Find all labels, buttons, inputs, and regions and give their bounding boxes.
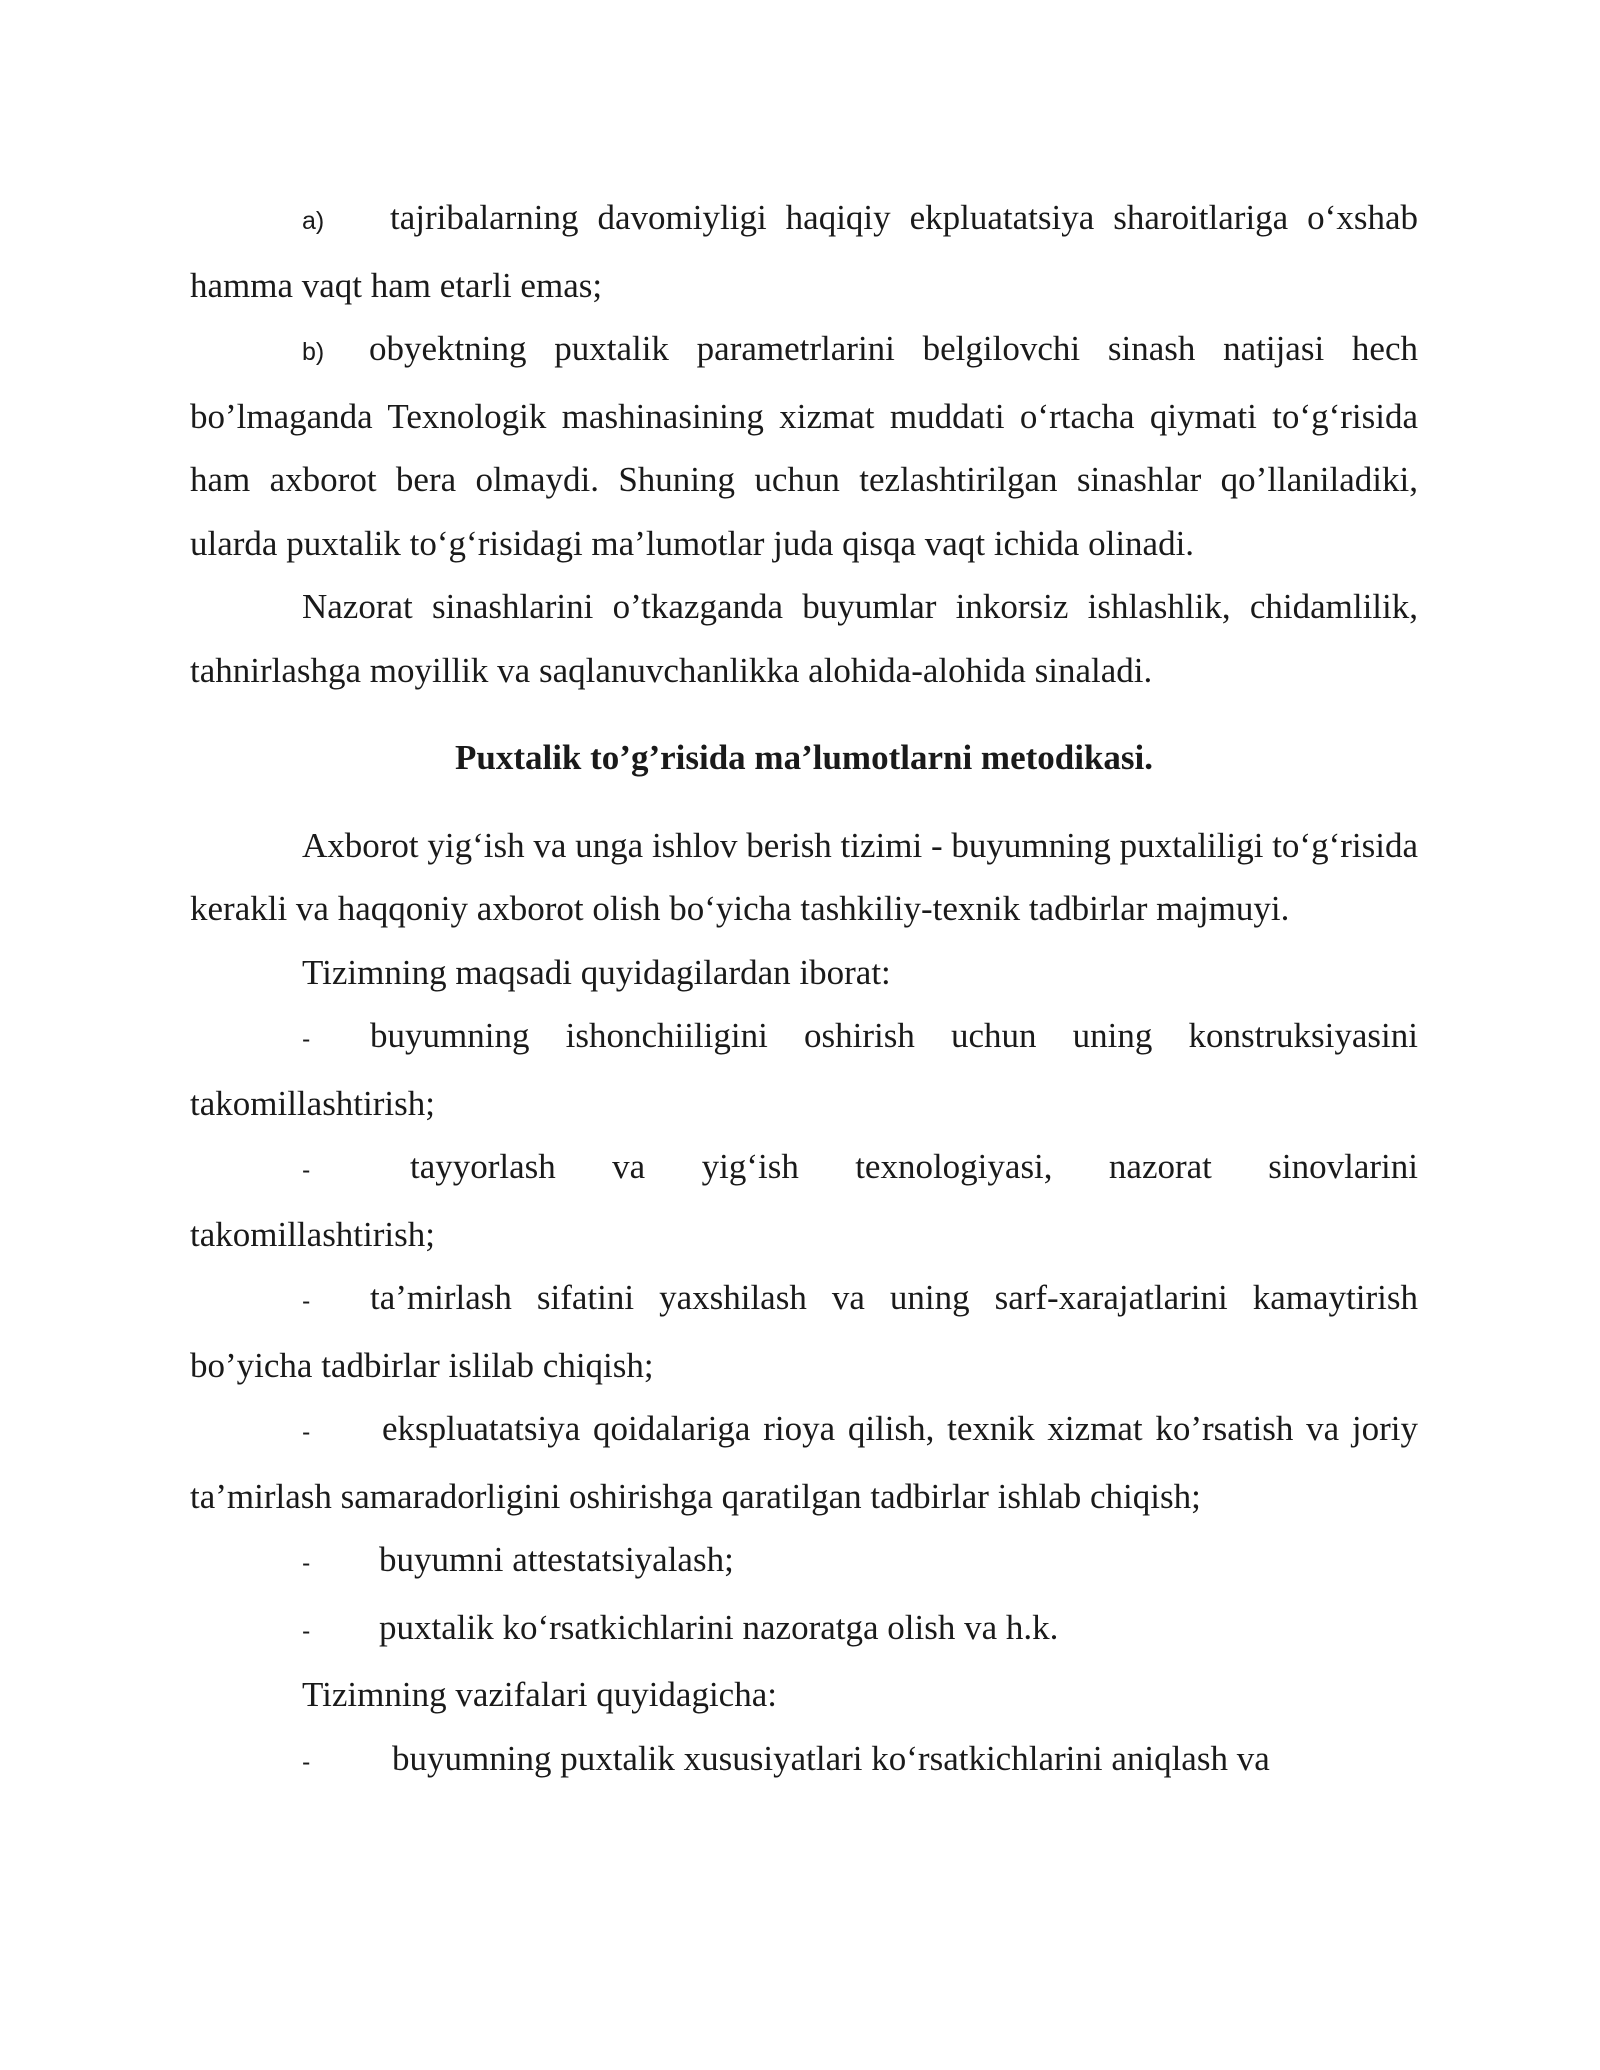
list-item-text: buyumni attestatsiyalash; <box>379 1540 734 1579</box>
list-item-text: ta’mirlash sifatini yaxshilash va uning sarf-xarajatlarini kamaytirish bo’yicha tadbirlar islilab chiqish; <box>190 1278 1418 1385</box>
list-item-text: ekspluatatsiya qoidalariga rioya qilish, texnik xizmat ko’rsatish va joriy ta’mirlash samaradorligini oshirishga qaratilgan tadbirlar ishlab chiqish; <box>190 1409 1418 1516</box>
list-item <box>190 1727 1418 1795</box>
list-item <box>190 1004 1418 1135</box>
list-marker: - <box>302 1616 311 1645</box>
list-marker: - <box>302 1025 311 1053</box>
list-item-text: buyumning ishonchiiligini oshirish uchun uning konstruksiyasini takomillashtirish; <box>190 1016 1418 1123</box>
list-item <box>190 1596 1418 1664</box>
section-heading: Puxtalik to’g’risida ma’lumotlarni metodikasi. <box>454 738 1154 777</box>
document-page <box>190 186 1418 1794</box>
list-item <box>190 1135 1418 1266</box>
list-item <box>190 1397 1418 1528</box>
list-marker: - <box>302 1287 311 1315</box>
list-item <box>190 317 1418 575</box>
list-marker: a) <box>302 207 325 235</box>
paragraph: Nazorat sinashlarini o’tkazganda buyumlar inkorsiz ishlashlik, chidamlilik, tahnirlashga moyillik va saqlanuvchanlikka alohida-alohida sinaladi. <box>190 587 1418 690</box>
list-item <box>190 186 1418 317</box>
list-marker: - <box>302 1156 311 1184</box>
list-item-text: tajribalarning davomiyligi haqiqiy ekpluatatsiya sharoitlariga o‘xshab hamma vaqt ham etarli emas; <box>190 198 1418 305</box>
list-item-text: puxtalik ko‘rsatkichlarini nazoratga olish va h.k. <box>379 1607 1059 1647</box>
paragraph: Axborot yig‘ish va unga ishlov berish tizimi - buyumning puxtaliligi to‘g‘risida kerakli va haqqoniy axborot olish bo‘yicha tashkiliy-texnik tadbirlar majmuyi. <box>190 825 1418 928</box>
paragraph: Tizimning maqsadi quyidagilardan iborat: <box>302 952 891 992</box>
list-item-text: tayyorlash va yig‘ish texnologiyasi, nazorat sinovlarini takomillashtirish; <box>190 1147 1418 1254</box>
list-marker: - <box>302 1418 311 1446</box>
list-item <box>190 1266 1418 1397</box>
list-item-text: buyumning puxtalik xususiyatlari ko‘rsatkichlarini aniqlash va <box>392 1738 1270 1778</box>
list-marker: - <box>302 1549 311 1577</box>
list-marker: b) <box>302 338 325 366</box>
list-marker: - <box>302 1747 311 1776</box>
list-item-text: obyektning puxtalik parametrlarini belgilovchi sinash natijasi hech bo’lmaganda Texnologik mashinasining xizmat muddati o‘rtacha qiymati to‘g‘risida ham axborot bera olmaydi. Shuning uchun tezlashtirilgan sinashlar qo’llaniladiki, ularda puxtalik to‘g‘risidagi ma’lumotlar juda qisqa vaqt ichida olinadi. <box>190 329 1418 563</box>
paragraph: Tizimning vazifalari quyidagicha: <box>302 1675 777 1714</box>
list-item <box>190 1528 1418 1596</box>
